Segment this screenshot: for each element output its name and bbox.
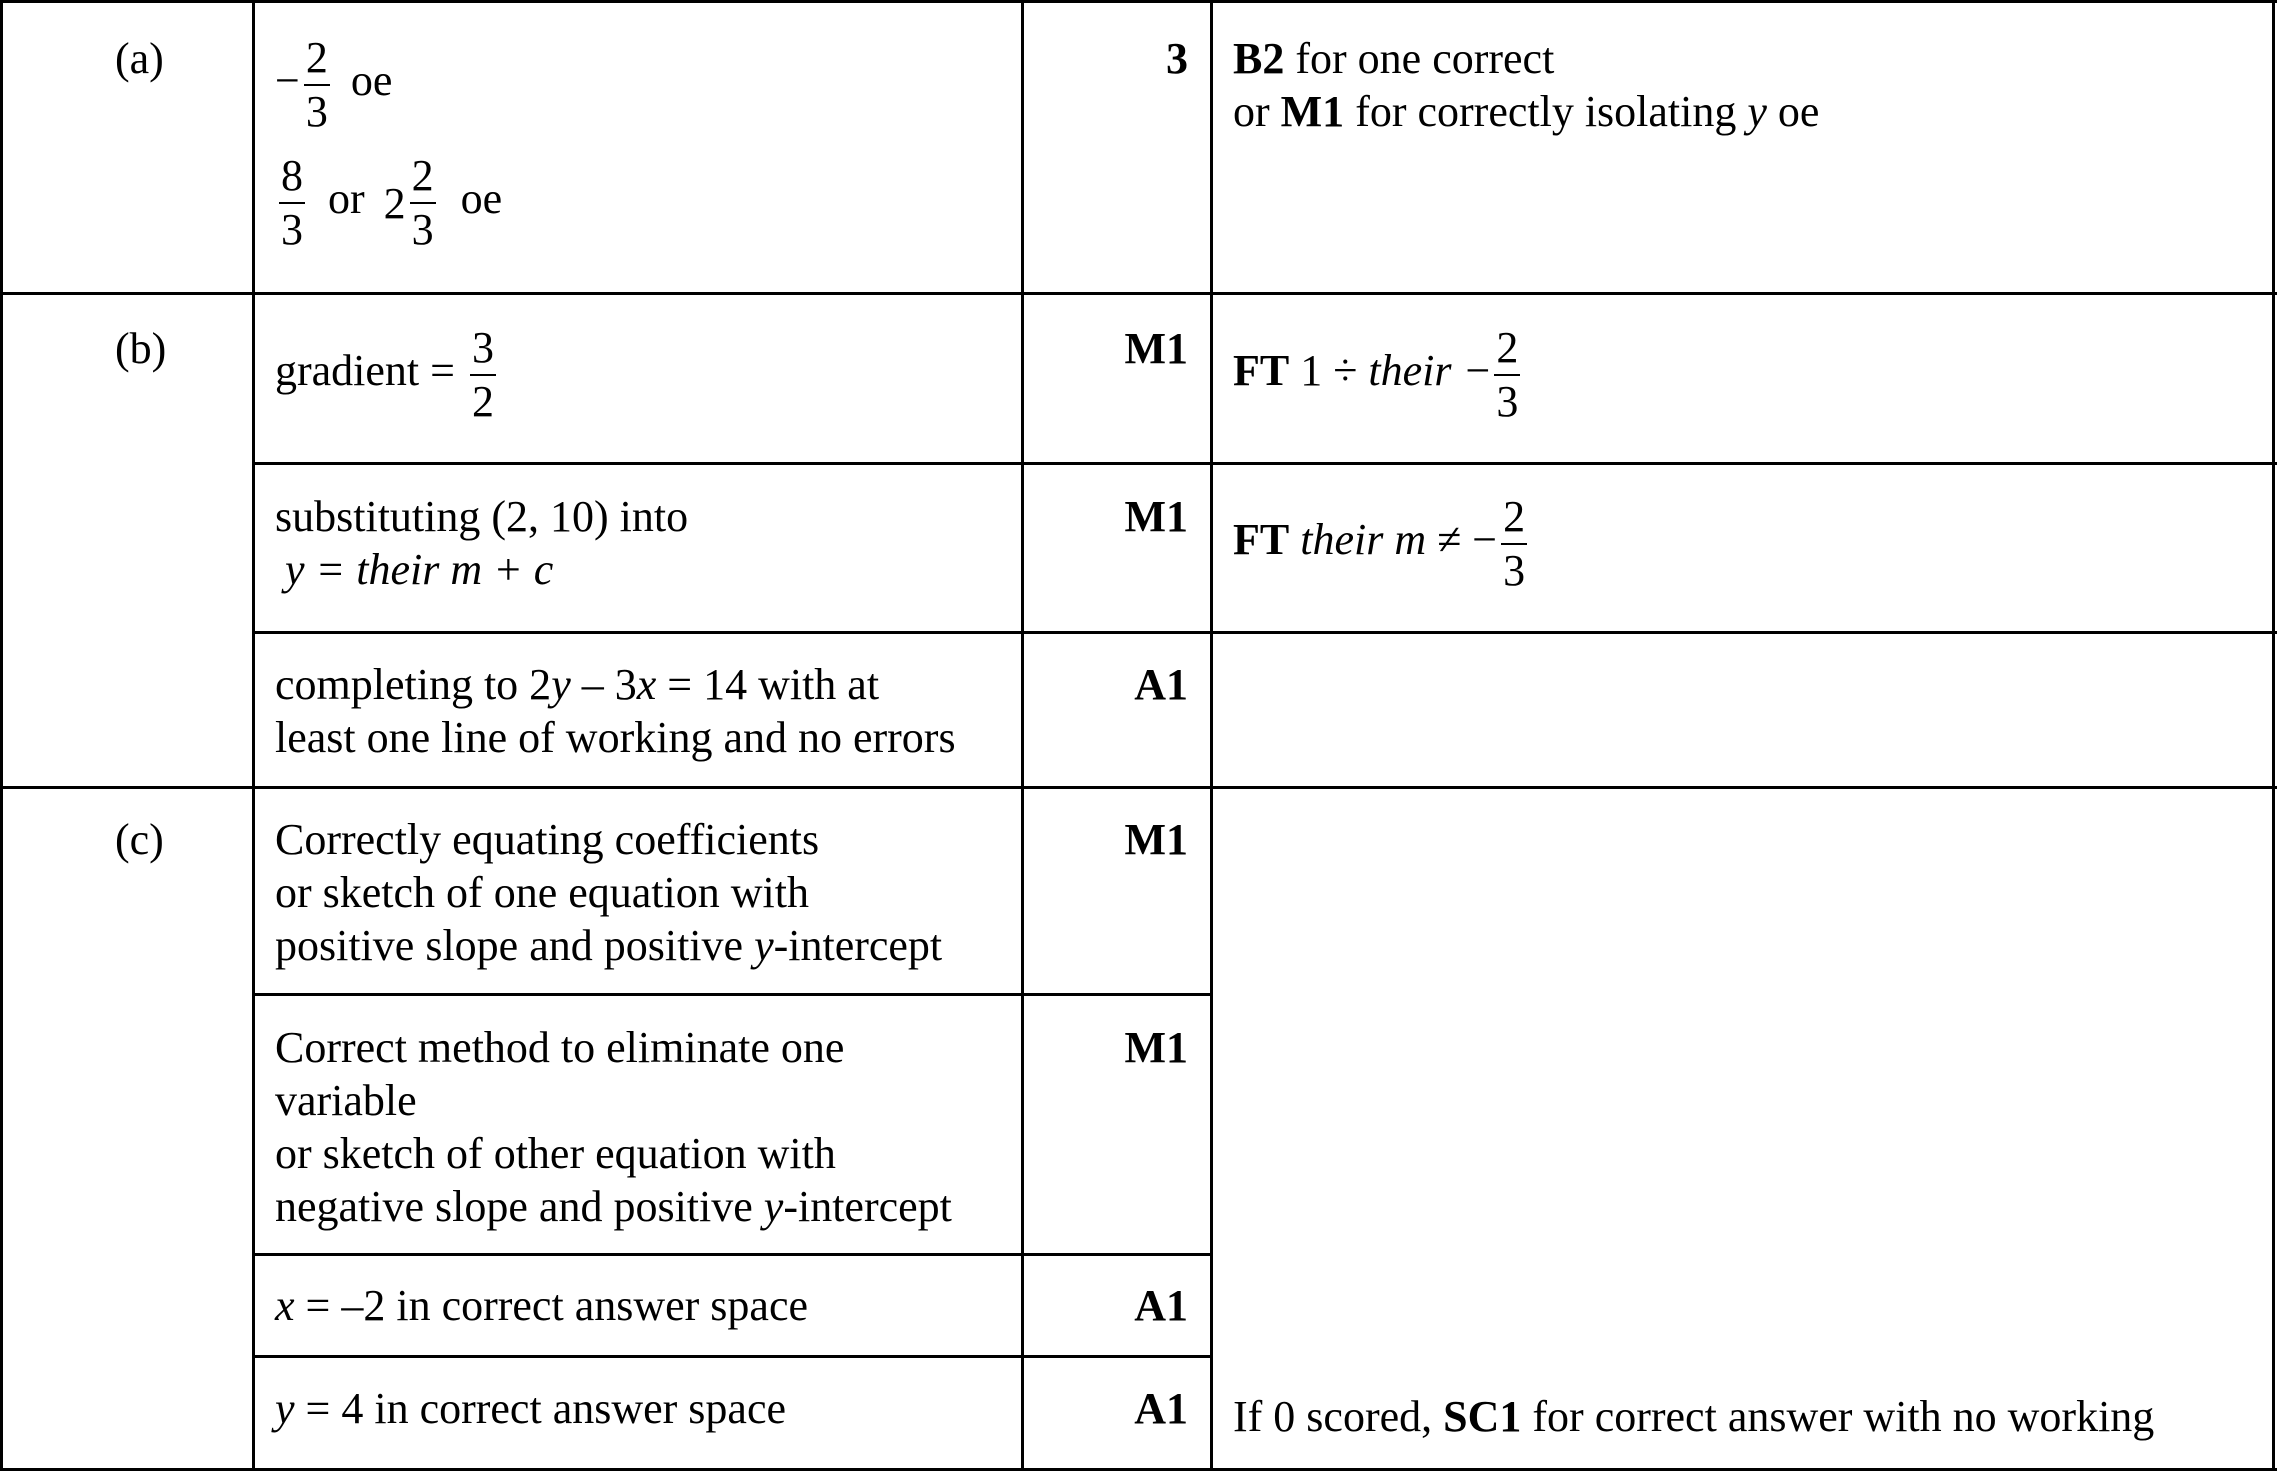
guidance-b2-sign: − [1472,515,1498,565]
answer-a-line2 [275,151,503,254]
answer-c2-var-y: y [763,1182,784,1231]
marks-c4: A1 [1134,1384,1188,1433]
guidance-b2 [1233,492,1531,595]
fraction-denominator: 3 [1496,377,1519,426]
answer-c2 [275,1021,952,1233]
answer-b2 [275,490,688,596]
guidance-b1-their: their [1368,346,1452,396]
answer-b3-var-y: y [551,660,571,709]
marks-b1: M1 [1124,324,1188,373]
answer-b2-line2: y = their m + c [285,545,554,594]
answer-c2-line4-pre: negative slope and positive [275,1182,764,1231]
guidance-a-line2-text: for correctly isolating [1344,87,1748,136]
answer-a-oe1: oe [350,56,393,106]
fraction-denominator: 3 [411,205,434,254]
marks-c1: M1 [1124,815,1188,864]
row-a-bottom-rule [0,292,2277,295]
answer-c2-line2: variable [275,1076,417,1125]
answer-a-or: or [328,174,365,224]
answer-c4 [275,1382,786,1435]
answer-c2-line4-post: -intercept [783,1182,952,1231]
answer-c2-line1: Correct method to eliminate one [275,1023,845,1072]
table-border-right [2272,0,2275,1471]
answer-a-oe2: oe [460,174,503,224]
guidance-b1 [1233,323,1524,426]
answer-a-sign: − [275,56,300,106]
fraction-numerator: 8 [279,156,305,204]
row-c2-bottom-rule [252,1253,1212,1256]
fraction-numerator: 3 [470,328,496,376]
guidance-c-post: for correct answer with no working [1521,1392,2155,1441]
marks-a: 3 [1166,34,1188,83]
guidance-a-var-y: y [1747,87,1767,136]
guidance-a-or: or [1233,87,1281,136]
fraction-denominator: 2 [471,377,494,426]
guidance-a-b2: B2 [1233,34,1285,83]
guidance-c [1233,1390,2154,1443]
answer-b1-prefix: gradient = [275,346,466,396]
answer-c1 [275,813,942,972]
guidance-b2-fraction [1501,492,1527,595]
column-rule-part [252,0,255,1471]
column-rule-answer [1021,0,1024,1471]
answer-b3 [275,658,956,764]
guidance-b2-their-m: their m [1300,515,1427,565]
table-border-top [0,0,2277,3]
marks-c2: M1 [1124,1023,1188,1072]
guidance-a-oe: oe [1766,87,1820,136]
answer-a-fraction1 [304,33,330,136]
marks-b2: M1 [1124,492,1188,541]
answer-b1-fraction [470,323,496,426]
answer-c4-text: = 4 in correct answer space [294,1384,787,1433]
fraction-denominator: 3 [305,87,328,136]
answer-b3-pre: completing to 2 [275,660,552,709]
fraction-numerator: 2 [304,38,330,86]
fraction-denominator: 3 [281,205,303,254]
answer-a-fraction2 [279,151,305,254]
guidance-a-m1: M1 [1280,87,1345,136]
part-label-c: (c) [115,815,164,864]
table-border-left [0,0,3,1471]
answer-a [275,33,503,254]
answer-c1-var-y: y [754,921,774,970]
guidance-a [1233,32,1819,138]
guidance-c-pre: If 0 scored, [1233,1392,1444,1441]
answer-b3-var-x: x [636,660,657,709]
table-border-bottom [0,1468,2277,1471]
answer-a-mixed-whole: 2 [383,178,406,228]
part-label-b: (b) [115,324,167,373]
row-b1-bottom-rule [252,462,2277,465]
guidance-b2-ft: FT [1233,515,1290,565]
answer-c1-line3-post: -intercept [773,921,943,970]
row-c1-bottom-rule [252,993,1212,996]
guidance-c-sc1: SC1 [1443,1392,1522,1441]
guidance-b1-divide: 1 ÷ [1289,346,1369,396]
answer-a-line1 [275,33,502,146]
row-c3-bottom-rule [252,1355,1212,1358]
answer-c3-text: = –2 in correct answer space [294,1281,809,1330]
answer-a-mixed-fraction [410,151,436,254]
answer-c4-var-y: y [275,1384,295,1433]
guidance-b1-fraction [1494,323,1520,426]
part-label-a: (a) [115,34,164,83]
fraction-numerator: 2 [410,156,436,204]
answer-b3-line2: least one line of working and no errors [275,713,956,762]
answer-c3-var-x: x [275,1281,295,1330]
guidance-b2-neq: ≠ [1426,515,1473,565]
fraction-numerator: 2 [1494,328,1520,376]
column-rule-marks [1210,0,1213,1471]
answer-b1 [275,323,500,426]
guidance-b1-sign: − [1465,346,1491,396]
guidance-b1-ft: FT [1233,346,1290,396]
answer-b3-post: = 14 with at [656,660,880,709]
answer-c3 [275,1279,808,1332]
fraction-denominator: 3 [1503,546,1526,595]
answer-b2-line1: substituting (2, 10) into [275,492,689,541]
fraction-numerator: 2 [1501,497,1527,545]
answer-b3-mid: – 3 [570,660,637,709]
guidance-a-line1-text: for one correct [1284,34,1555,83]
marks-b3: A1 [1134,660,1188,709]
row-b-bottom-rule [0,786,2277,789]
answer-c1-line3-pre: positive slope and positive [275,921,755,970]
answer-c1-line2: or sketch of one equation with [275,868,809,917]
answer-c2-line3: or sketch of other equation with [275,1129,836,1178]
answer-c1-line1: Correctly equating coefficients [275,815,820,864]
row-b2-bottom-rule [252,631,2277,634]
marks-c3: A1 [1134,1281,1188,1330]
